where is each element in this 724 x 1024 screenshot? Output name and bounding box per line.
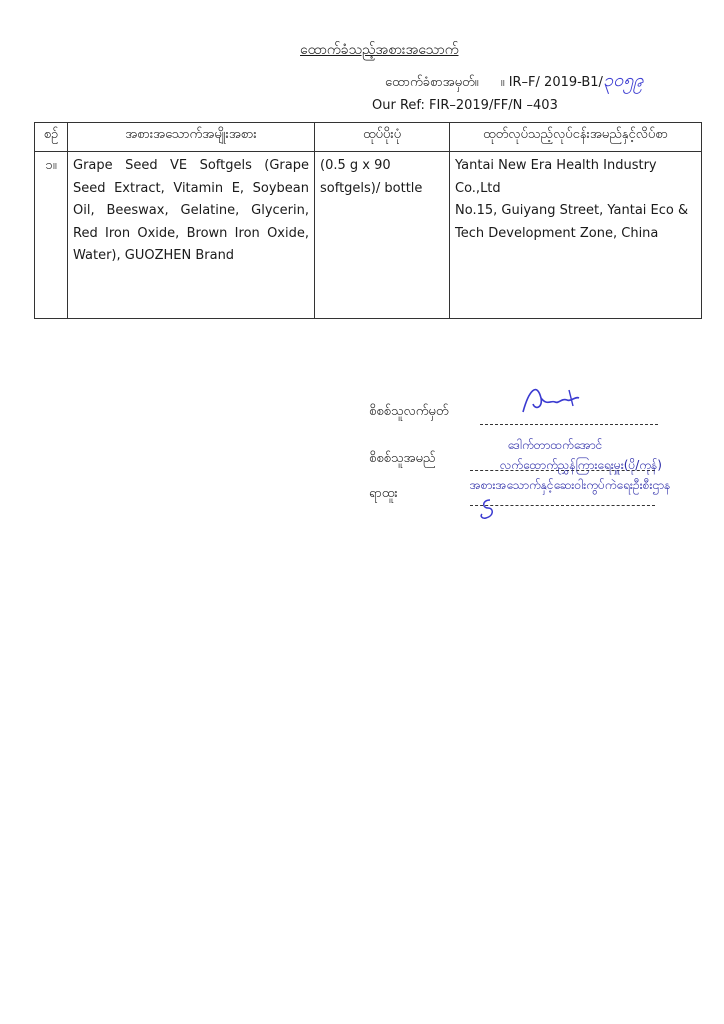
signature-line — [480, 424, 658, 425]
header-manufacturer: ထုတ်လုပ်သည့်လုပ်ငန်းအမည်နှင့်လိပ်စာ — [450, 123, 702, 152]
food-items-table — [34, 122, 702, 319]
document-title: ထောက်ခံသည့်အစားအသောက် — [300, 42, 459, 58]
row-manufacturer — [450, 152, 702, 319]
stamp-department: အစားအသောက်နှင့်ဆေးဝါးကွပ်ကဲရေးဦးစီးဌာန — [469, 478, 671, 492]
reference-line — [385, 68, 643, 95]
reference-value: ။ IR–F/ 2019-B1/ — [500, 75, 603, 90]
table-row — [35, 152, 702, 319]
header-no: စဉ် — [35, 123, 68, 152]
manufacturer-name: Yantai New Era Health Industry Co.,Ltd — [455, 158, 657, 196]
signature-label: စိစစ်သူလက်မှတ် — [369, 404, 449, 419]
name-label: စိစစ်သူအမည် — [369, 451, 436, 466]
our-reference: Our Ref: FIR–2019/FF/N –403 — [372, 98, 558, 113]
row-no: ၁။ — [35, 152, 68, 319]
row-description: Grape Seed VE Softgels (Grape Seed Extract, Vitamin E, Soybean Oil, Beeswax, Gelatine, Glycerin, Red Iron Oxide, Brown Iron Oxide, Water), GUOZHEN Brand — [68, 152, 315, 319]
position-label: ရာထူး — [369, 486, 398, 501]
row-packing: (0.5 g x 90 softgels)/ bottle — [315, 152, 450, 319]
table-header-row — [35, 123, 702, 152]
handwritten-initial — [476, 496, 500, 522]
manufacturer-address: No.15, Guiyang Street, Yantai Eco & Tech Development Zone, China — [455, 203, 689, 241]
handwritten-signature — [515, 380, 585, 420]
header-packing: ထုပ်ပိုးပုံ — [315, 123, 450, 152]
reference-handwritten-number: ၃၀၅၉ — [602, 70, 644, 91]
reference-label: ထောက်ခံစာအမှတ်။ — [385, 75, 479, 90]
stamp-name: ဒေါက်တာထက်အောင် — [507, 438, 603, 452]
stamp-title: လက်ထောက်ညွှန်ကြားရေးမှူး(ပို/ကုန်) — [500, 458, 662, 472]
header-description: အစားအသောက်အမျိုးအစား — [68, 123, 315, 152]
